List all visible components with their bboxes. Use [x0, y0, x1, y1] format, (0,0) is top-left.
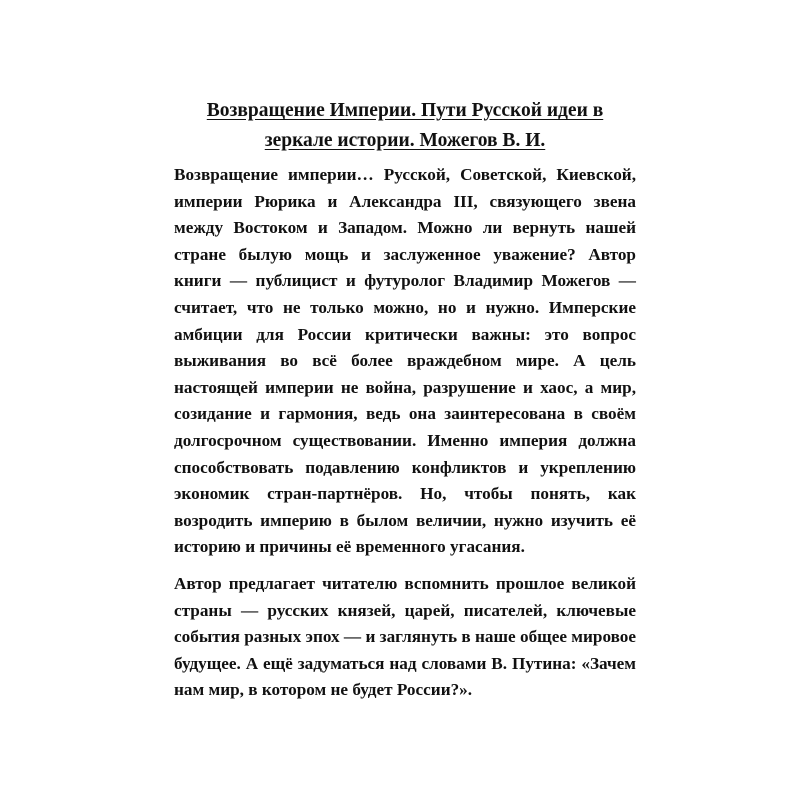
document-title [174, 96, 636, 156]
title-line-1: Возвращение Империи. Пути Русской идеи в [206, 100, 604, 121]
title-line-2: зеркале истории. Можегов В. И. [264, 130, 546, 151]
document-page [174, 96, 636, 704]
paragraph-1: Возвращение империи… Русской, Советской, Киевской, империи Рюрика и Александра III, связующего звена между Востоком и Западом. Можно ли вернуть нашей стране былую мощь и заслуженное уважение? Автор книги — публицист и футуролог Владимир Можегов — считает, что не только можно, но и нужно. Имперские амбиции для России критически важны: это вопрос выживания во всё более враждебном мире. А цель настоящей империи не война, разрушение и хаос, а мир, созидание и гармония, ведь она заинтересована в своём долгосрочном существовании. Именно империя должна способствовать подавлению конфликтов и укреплению экономик стран-партнёров. Но, чтобы понять, как возродить империю в былом величии, нужно изучить её историю и причины её временного угасания. [174, 165, 636, 557]
paragraph-2: Автор предлагает читателю вспомнить прошлое великой страны — русских князей, царей, писателей, ключевые события разных эпох — и заглянуть в наше общее мировое будущее. А ещё задуматься над словами В. Путина: «Зачем нам мир, в котором не будет России?». [174, 573, 636, 700]
